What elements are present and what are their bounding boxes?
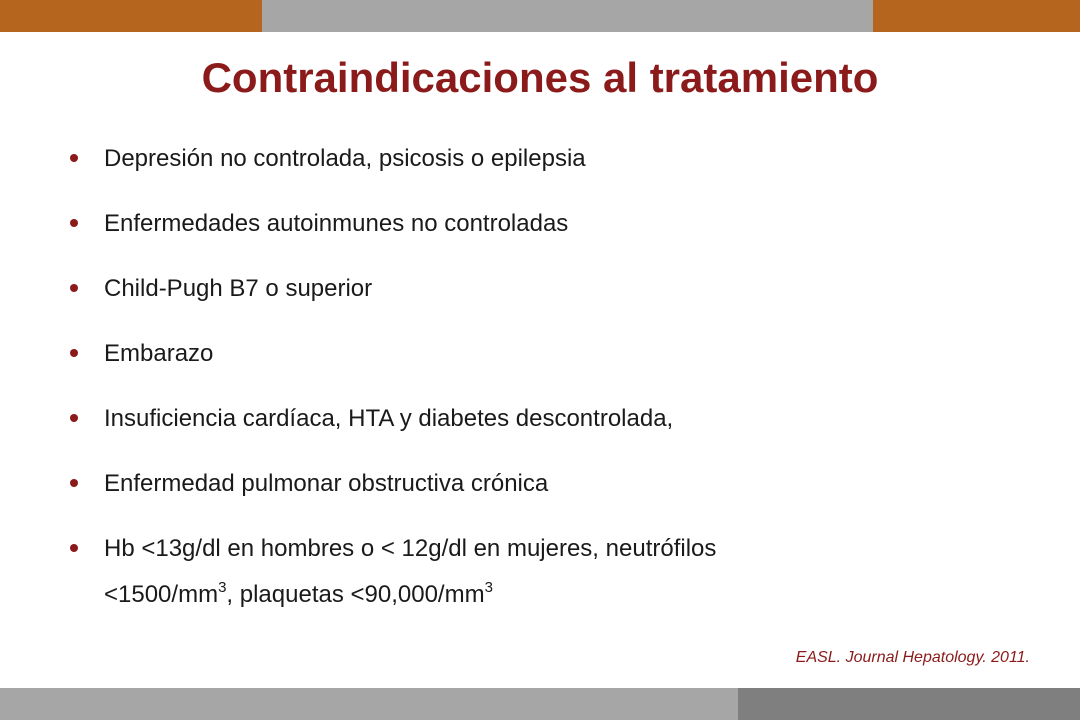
bullet-dot-icon bbox=[70, 544, 78, 552]
bullet-text: Child-Pugh B7 o superior bbox=[104, 275, 373, 302]
top-accent-bar-right bbox=[873, 0, 1080, 32]
bullet-item bbox=[70, 461, 1030, 507]
bullet-text-line2 bbox=[104, 572, 1030, 618]
bullet-dot-icon bbox=[70, 284, 78, 292]
value-text: <1500/mm bbox=[104, 581, 219, 608]
citation: EASL. Journal Hepatology. 2011. bbox=[795, 649, 1030, 666]
bullet-dot-icon bbox=[70, 219, 78, 227]
bullet-text: Embarazo bbox=[104, 340, 214, 367]
bottom-accent-bar-right bbox=[738, 688, 1080, 720]
bullet-item bbox=[70, 396, 1030, 442]
bullet-item bbox=[70, 331, 1030, 377]
bullet-list bbox=[70, 136, 1030, 637]
superscript: 3 bbox=[484, 579, 493, 596]
bullet-text: Insuficiencia cardíaca, HTA y diabetes descontrolada, bbox=[104, 405, 674, 432]
bullet-text: Enfermedades autoinmunes no controladas bbox=[104, 210, 569, 237]
bullet-text: Depresión no controlada, psicosis o epilepsia bbox=[104, 145, 586, 172]
bottom-accent-bar-left bbox=[0, 688, 738, 720]
top-accent-bar-left bbox=[0, 0, 262, 32]
value-text: , plaquetas <90,000/mm bbox=[226, 581, 485, 608]
bullet-dot-icon bbox=[70, 479, 78, 487]
bullet-item bbox=[70, 136, 1030, 182]
top-accent-bar-middle bbox=[262, 0, 873, 32]
bullet-dot-icon bbox=[70, 414, 78, 422]
bullet-item bbox=[70, 526, 1030, 618]
superscript: 3 bbox=[218, 579, 227, 596]
slide-title: Contraindicaciones al tratamiento bbox=[201, 54, 879, 101]
bullet-text: Enfermedad pulmonar obstructiva crónica bbox=[104, 470, 549, 497]
bullet-dot-icon bbox=[70, 349, 78, 357]
bullet-item bbox=[70, 201, 1030, 247]
bullet-item bbox=[70, 266, 1030, 312]
bullet-dot-icon bbox=[70, 154, 78, 162]
bullet-text-line1: Hb <13g/dl en hombres o < 12g/dl en mujeres, neutrófilos bbox=[104, 535, 717, 562]
